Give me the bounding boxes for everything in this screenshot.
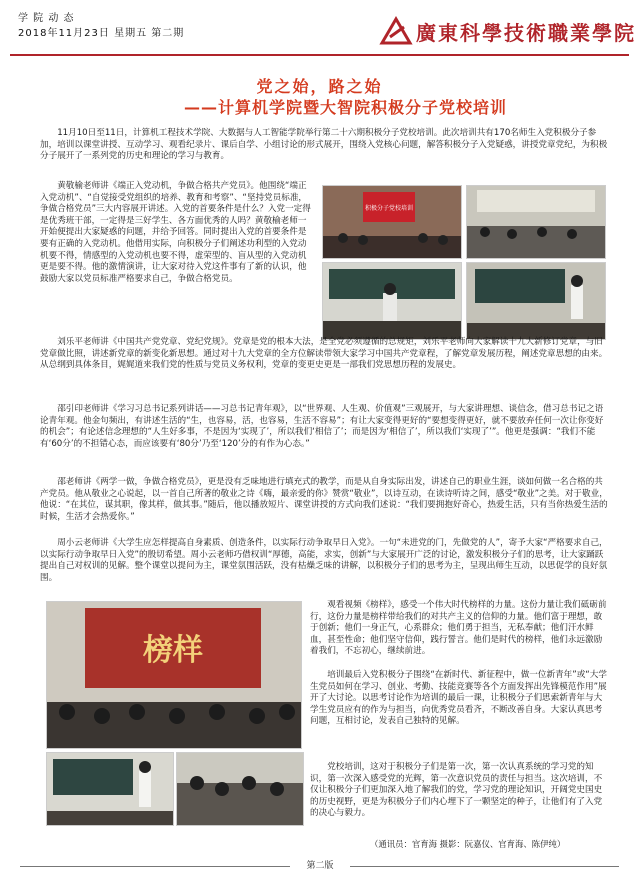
paragraph-3: 邵引印老师讲《学习习总书记系列讲话——习总书记青年观》，以“世界观、人生观、价值观”三观展开，与大家讲理想、谈信念，借习总书记之语论青年观。他金句频出，有讲述生活的“生，也容易，活，也容易，生活不容易”；有让大家变得更好的“要想变得更好，就不要放弃任何一次让你变好的机会”；有论述信念理想的“人生好多事，不是因为‘实现了’，所以我们‘相信了’；而是因为‘相信了’，所以我们‘实现了’”。他更是强调：“我们不能有‘60分’的不担错心态，而应该要有‘80分’乃至‘120’分的有作为心态。” [40, 404, 604, 449]
paragraph-1: 黄敬榆老师讲《端正入党动机，争做合格共产党员》。他围绕“端正入党动机”、“自觉接受党组织的培养、教育和考察”、“坚持党员标准，争做合格党员”三大内容展开讲述。入党的首要条件是什么？入党一定得是优秀班干部，一定得是三好学生、各方面优秀的人吗？黄敬榆老师一开始便提出大家疑惑的问题，并给予回答。同时提出入党的首要条件是要有正确的入党动机。他借用实际，向积极分子们阐述功利型的入党动机要不得，情感型的入党动机也要不得，虚荣型的、盲从型的入党动机更是要不得。他的激情演讲，让大家对待入党这件事有了新的认识，他鼓励大家以党员标准严格要求自己，争做合格党员。 [40, 181, 311, 284]
paragraph-7: 培训最后入党积极分子围绕“在新时代、新征程中，做一位新青年”或“大学生党员如何在学习、创业、考勤、技能竞赛等各个方面发挥出先锋模范作用”展开了大讨论。以思考讨论作为培训的最后一课，让积极分子们思索新青年与大学生党员应有的作为与担当，向优秀党员看齐，不断改善自身。大家认真思考问题，互相讨论，发表自己独特的见解。 [310, 670, 607, 727]
page-number: 第二版 [290, 858, 350, 871]
paragraph-8: 党校培训，这对于积极分子们是第一次，第一次认真系统的学习党的知识，第一次深入感受党的光辉，第一次意识党员的责任与担当。这次培训，不仅让积极分子们更加深入地了解我们的党，学习党的理论知识，开阔党史国史的历史视野，更是为积极分子们内心埋下了一颗坚定的种子，让他们有了入党的决心与毅力。 [310, 762, 603, 819]
banner-text: 积极分子党校培训 [364, 205, 414, 212]
intro-paragraph: 11月10日至11日，计算机工程技术学院、大数据与人工智能学院举行第二十六期积极分子党校培训。此次培训共有170名师生入党积极分子参加，培训以课堂讲授、互动学习、观看纪录片、课后自学、小组讨论的形式展开，围绕入党核心问题，解答积极分子入党疑惑，讲授党章党纪，为积极分子展开了一系列党的历史和理论的学习与教育。 [40, 128, 608, 162]
credit-line: （通讯员：官育海 摄影：阮嘉仪、官育海、陈伊纯） [370, 839, 566, 849]
date-line: 2018年11月23日 星期五 第二期 [18, 28, 185, 39]
photo-discussion-1 [46, 752, 174, 826]
article-title: 党之始，路之始 [256, 77, 383, 96]
paragraph-4: 邵老师讲《两学一做，争做合格党员》，更是没有乏味地进行填充式的教学，而是从自身实际出发，讲述自己的职业生涯，谈如何做一名合格的共产党员。他从敬业之心说起，以一首自己所著的敬业之诗《嗨，最亲爱的你》赞赏“敬业”，以诗互动，在读诗听诗之间，感受“敬业”之美。对于敬业，他说：“在其位，谋其职，像其样，做其事。”随后，他以播放短片、课堂讲授的方式向我们述说：“我们要拥抱好奇心，热爱生活，只有当你热爱生活的时候，生活才会热爱你。” [40, 477, 608, 522]
column-name: 学 院 动 态 [18, 13, 75, 24]
school-name: 廣東科學技術職業學院 [416, 21, 636, 45]
photo-lecture-3 [322, 262, 462, 340]
photo-lecture-2 [466, 185, 606, 259]
photo-video-viewing [46, 601, 302, 749]
paragraph-5: 周小云老师讲《大学生应怎样提高自身素质、创造条件，以实际行动争取早日入党》。一句“未进党的门，先做党的人”，寄予大家“严格要求自己，以实际行动争取早日入党”的殷切希望。周小云老师巧借权训“厚德，高能，求实，创新”与大家展开广泛的讨论，激发积极分子们的思考，让大家踊跃提出自己对权训的见解。整个课堂以提问为主，课堂氛围活跃，没有枯燥乏味的讲解，以积极分子们的思考为主，呈现出师生互动，以思促学的良好氛围。 [40, 538, 608, 583]
header-rule [10, 54, 629, 56]
school-logo-icon [378, 13, 414, 49]
video-title: 榜样 [143, 633, 203, 668]
photo-lecture-4 [466, 262, 606, 340]
paragraph-6: 观看视频《榜样》，感受一个伟大时代榜样的力量。这份力量让我们砥砺前行，这份力量是榜样带给我们的对共产主义的信仰的力量。他们富于理想，敢于创新；他们一身正气，心系群众；他们勇于担当，无私奉献；他们汗水鲜血，甚至性命；他们坚守信仰，践行誓言。他们是时代的榜样，他们永远激励着我们，不忘初心，继续前进。 [310, 600, 607, 657]
paragraph-2: 刘乐平老师讲《中国共产党党章、党纪党规》。党章是党的根本大法，是全党必须遵循的总规矩，刘乐平老师向大家解读十九大新修订党章，与旧党章做比照，讲述新党章的新变化新思想。通过对十九大党章的全方位解读带领大家学习中国共产党章程，了解党章发展历程，阐述党章思想的由来。从总纲到具体条目，娓娓道来我们党的性质与党员义务权利，党章的变更史更是一部我们党思想历程的发展史。 [40, 337, 608, 371]
photo-discussion-2 [176, 752, 304, 826]
photo-lecture-1 [322, 185, 462, 259]
article-subtitle: ——计算机学院暨大智院积极分子党校培训 [184, 98, 508, 117]
